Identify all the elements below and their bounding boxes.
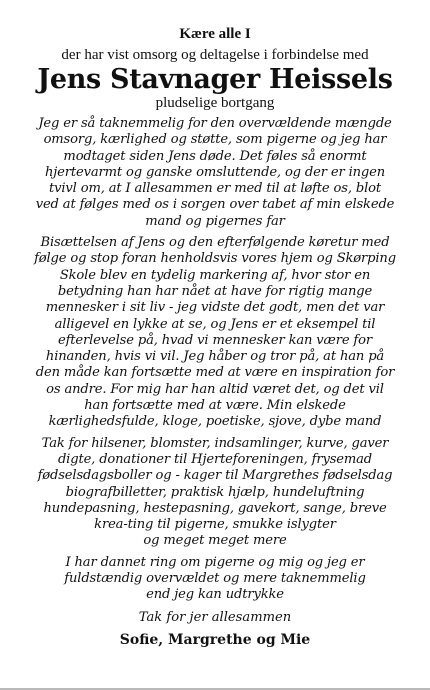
text-line: Skole blev en tydelig markering af, hvor stor en <box>59 267 371 283</box>
text-line: Jeg er så taknemmelig for den overvældende mængde <box>38 116 392 131</box>
text-line: følge og stop foran henholdsvis vores hjem og Skørping <box>34 251 396 267</box>
text-line: Bisættelsen af Jens og den efterfølgende køretur med <box>40 235 390 251</box>
text-line: digte, donationer til Hjerteforeningen, frysemad <box>57 451 373 467</box>
paragraph-ring <box>6 555 424 604</box>
text-line: betydning han har nået at have for rigtig mange <box>57 283 373 299</box>
text-line: omsorg, kærlighed og støtte, som pigerne og jeg har <box>43 132 387 148</box>
greeting-heading: Kære alle I <box>179 26 251 42</box>
text-line: end jeg kan udtrykke <box>146 587 284 603</box>
intro-line: der har vist omsorg og deltagelse i forbindelse med <box>61 47 369 63</box>
text-line: modtaget siden Jens døde. Det føles så enormt <box>63 148 367 164</box>
text-line: Tak for hilsener, blomster, indsamlinger, kurve, gaver <box>41 435 389 451</box>
text-line: fuldstændig overvældet og mere taknemmelig <box>64 571 366 587</box>
text-line: biografbilletter, praktisk hjælp, hundeluftning <box>65 484 365 500</box>
text-line: han fortsætte med at være. Min elskede <box>84 398 346 414</box>
text-line: mand og pigernes far <box>145 213 285 229</box>
paragraph-funeral <box>6 235 424 431</box>
text-line: hundepasning, hestepasning, gavekort, sange, breve <box>43 500 387 516</box>
text-line: krea-ting til pigerne, smukke islygter <box>94 517 336 533</box>
subtitle-line: pludselige bortgang <box>155 95 275 111</box>
text-line: alligevel en lykke at se, og Jens er et eksempel til <box>54 316 376 332</box>
text-line: ved at følges med os i sorgen over tabet af min elskede <box>35 197 395 213</box>
closing-line: Tak for jer allesammen <box>138 609 292 625</box>
text-line: fødselsdagsboller og - kager til Margrethes fødselsdag <box>37 468 393 484</box>
text-line: mennesker i sit liv - jeg vidste det godt, men det var <box>45 300 385 316</box>
text-line: tvivl om, at I allesammen er med til at løfte os, blot <box>49 181 381 197</box>
text-line: I har dannet ring om pigerne og mig og jeg er <box>65 554 365 570</box>
paragraph-thanks-list <box>6 436 424 550</box>
text-line: hinanden, hvis vi vil. Jeg håber og tror på, at han på <box>45 349 385 365</box>
text-line: den måde kan fortsætte med at være en inspiration for <box>35 365 395 381</box>
text-line: kærlighedsfulde, kloge, poetiske, sjove, dybe mand <box>48 414 382 430</box>
deceased-name: Jens Stavnager Heissels <box>37 64 393 95</box>
text-line: efterlevelse på, hvad vi mennesker kan være for <box>58 332 372 348</box>
paragraph-gratitude <box>6 116 424 230</box>
signature: Sofie, Margrethe og Mie <box>119 631 311 648</box>
text-line: os andre. For mig har han altid været det, og det vil <box>46 381 384 397</box>
text-line: og meget meget mere <box>143 533 287 549</box>
text-line: hjertevarmt og ganske omsluttende, og der er ingen <box>44 164 386 180</box>
